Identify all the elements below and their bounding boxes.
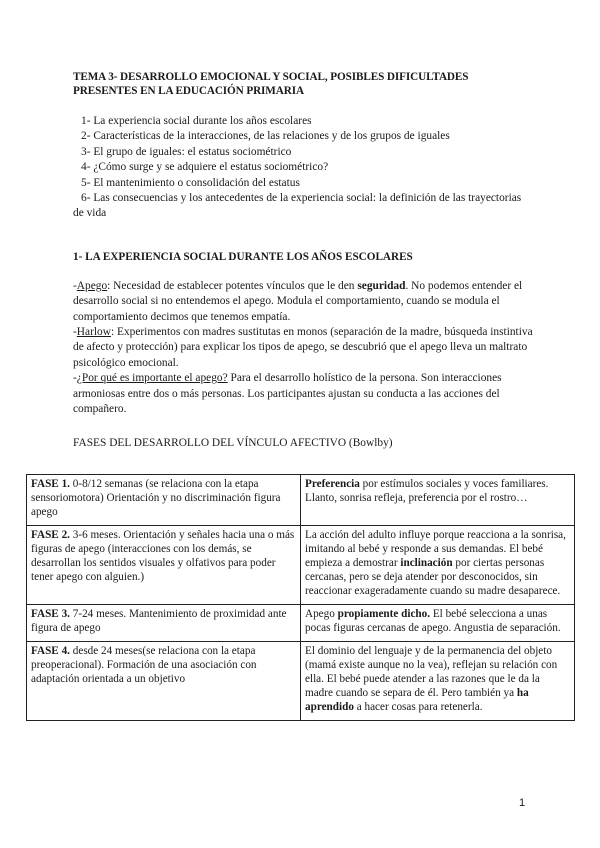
apego-term: Apego	[76, 279, 108, 292]
table-of-contents	[73, 114, 533, 222]
phase-detail-cell	[301, 526, 575, 605]
dash: -	[73, 372, 77, 385]
harlow-text: : Experimentos con madres sustitutas en monos (separación de la madre, búsqueda instintiva de afecto y protección) para explicar los tipos de apego, se descubrió que el apego lleva un maltrato psicológico emocional.	[73, 326, 533, 369]
phase-detail-cell	[301, 605, 575, 642]
phase-label: FASE 4.	[31, 645, 70, 657]
apego-text-b: . No podemos entender el desarrollo social si no entendemos el apego. Modula el comportamiento, cuando se modula el comportamiento decimos que tenemos empatía.	[73, 279, 523, 323]
page-number: 1	[519, 797, 526, 809]
table-row	[27, 642, 575, 721]
dash: -	[73, 279, 77, 292]
detail-text-pre: La acción del adulto influye porque reacciona a la sonrisa, imitando al bebé y responde a sus demandas. El bebé empieza a demostrar	[305, 529, 566, 569]
phase-label: FASE 2.	[31, 529, 70, 541]
porque-text: Para el desarrollo holístico de la persona. Son interacciones armoniosas entre dos o más personas. Los participantes ajustan su conducta a las acciones del compañero.	[73, 372, 502, 416]
toc-item-5: 5- El mantenimiento o consolidación del estatus	[81, 176, 300, 189]
detail-text-post: por estímulos sociales y voces familiares. Llanto, sonrisa refleja, preferencia por el rostro…	[305, 478, 549, 504]
table-row	[27, 475, 575, 526]
section-body	[73, 279, 533, 418]
detail-text-post: a hacer cosas para retenerla.	[353, 701, 483, 713]
phase-cell	[27, 526, 301, 605]
document-page	[73, 70, 533, 450]
phase-detail-cell	[301, 642, 575, 721]
detail-text-pre: El dominio del lenguaje y de la permanencia del objeto (mamá existe aunque no la vea), reflejan su relación con ella. El bebé puede atender a las razones que le da la madre cuando se separa de él. Pero también ya	[305, 645, 558, 699]
dash: -	[73, 326, 77, 339]
detail-text-post: El bebé selecciona a unas pocas figuras cercanas de apego. Angustia de separación.	[305, 608, 561, 634]
detail-bold: inclinación	[400, 557, 453, 569]
table-caption: FASES DEL DESARROLLO DEL VÍNCULO AFECTIVO (Bowlby)	[73, 436, 393, 449]
porque-paragraph	[73, 371, 533, 417]
phase-description: desde 24 meses(se relaciona con la etapa preoperacional). Formación de una asociación con adaptación orientada a un objetivo	[31, 645, 257, 685]
detail-bold: propiamente dicho.	[337, 608, 431, 620]
table-row	[27, 526, 575, 605]
phase-description: 0-8/12 semanas (se relaciona con la etapa sensoriomotora) Orientación y no discriminación figura apego	[31, 478, 281, 518]
table-row	[27, 605, 575, 642]
document-title: TEMA 3- DESARROLLO EMOCIONAL Y SOCIAL, POSIBLES DIFICULTADES PRESENTES EN LA EDUCACIÓN PRIMARIA	[73, 71, 469, 97]
detail-text-post: por ciertas personas cercanas, pero se deja atender por desconocidos, sin reaccionar exageradamente cuando su madre desaparece.	[305, 557, 561, 597]
phase-label: FASE 3.	[31, 608, 70, 620]
toc-item-6: 6- Las consecuencias y los antecedentes de la experiencia social: la definición de las trayectorias de vida	[73, 192, 522, 220]
phase-description: 3-6 meses. Orientación y señales hacia una o más figuras de apego (interacciones con los demás, se desarrollan los sentidos visuales y olfativos para poder tener apego con alguien.)	[31, 529, 295, 583]
phase-cell	[27, 475, 301, 526]
harlow-paragraph	[73, 325, 533, 371]
phases-table	[26, 474, 575, 721]
phase-label: FASE 1.	[31, 478, 70, 490]
phase-cell	[27, 605, 301, 642]
phase-description: 7-24 meses. Mantenimiento de proximidad ante figura de apego	[31, 608, 287, 634]
toc-item-4: 4- ¿Cómo surge y se adquiere el estatus sociométrico?	[81, 161, 329, 174]
toc-item-1: 1- La experiencia social durante los años escolares	[81, 115, 312, 127]
detail-text-pre: Apego	[305, 608, 338, 620]
toc-item-2: 2- Características de la interacciones, de las relaciones y de los grupos de iguales	[81, 130, 450, 143]
harlow-term: Harlow	[76, 326, 111, 339]
seguridad-bold: seguridad	[357, 279, 406, 292]
detail-bold: ha aprendido	[305, 687, 529, 713]
detail-bold: Preferencia	[305, 478, 360, 490]
porque-term: ¿Por qué es importante el apego?	[76, 372, 228, 385]
apego-text-a: : Necesidad de establecer potentes vínculos que le den	[107, 279, 358, 292]
apego-paragraph	[73, 279, 533, 325]
phase-detail-cell	[301, 475, 575, 526]
section-heading: 1- LA EXPERIENCIA SOCIAL DURANTE LOS AÑOS ESCOLARES	[73, 250, 413, 263]
toc-item-3: 3- El grupo de iguales: el estatus sociométrico	[81, 145, 292, 158]
phase-cell	[27, 642, 301, 721]
